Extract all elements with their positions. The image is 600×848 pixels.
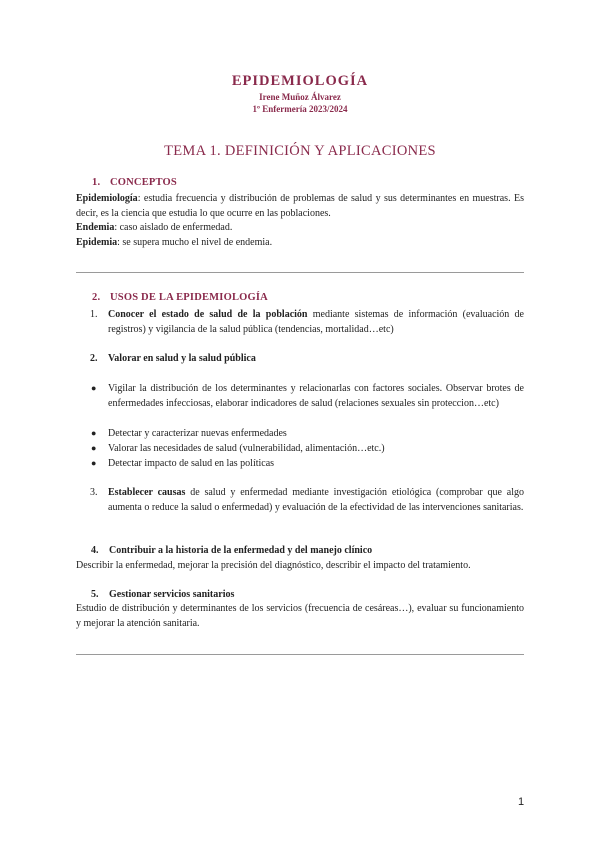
definition-term: Endemia <box>76 222 115 233</box>
definition-text: : caso aislado de enfermedad. <box>114 222 233 233</box>
item3-number: 3. <box>90 487 98 498</box>
definition-endemia <box>76 220 524 235</box>
divider <box>76 272 524 273</box>
course-info: 1º Enfermería 2023/2024 <box>252 104 348 114</box>
bullet-icon: ● <box>91 383 97 393</box>
bullet-icon: ● <box>91 428 97 438</box>
item4-heading: Contribuir a la historia de la enfermedad y del manejo clínico <box>109 545 373 556</box>
item1-number: 1. <box>90 309 98 320</box>
bullet-item: Detectar y caracterizar nuevas enfermedades <box>108 428 287 439</box>
definition-text: : estudia frecuencia y distribución de problemas de salud y sus determinantes en muestras. Es decir, es la ciencia que estudia lo que ocurre en las poblaciones. <box>76 193 524 219</box>
section2-number: 2. <box>92 292 101 303</box>
document-title: EPIDEMIOLOGÍA <box>231 73 369 89</box>
item5-heading: Gestionar servicios sanitarios <box>109 589 235 600</box>
divider <box>76 654 524 655</box>
bullet-icon: ● <box>91 458 97 468</box>
definition-text: : se supera mucho el nivel de endemia. <box>117 237 273 248</box>
item2-number: 2. <box>90 353 98 364</box>
page-number: 1 <box>518 796 525 808</box>
item1-bold: Conocer el estado de salud de la población <box>108 309 308 320</box>
author-name: Irene Muñoz Álvarez <box>259 92 341 102</box>
definition-epidemiologia <box>76 191 524 221</box>
bullet-item: Detectar impacto de salud en las políticas <box>108 458 275 469</box>
item1-text <box>108 307 524 337</box>
section1-number: 1. <box>92 177 101 188</box>
definition-term: Epidemia <box>76 237 118 248</box>
section2-heading: USOS DE LA EPIDEMIOLOGÍA <box>110 292 268 303</box>
topic-heading: TEMA 1. DEFINICIÓN Y APLICACIONES <box>164 143 436 159</box>
item4-number: 4. <box>91 545 99 556</box>
bullet-item: Vigilar la distribución de los determinantes y relacionarlas con factores sociales. Observar brotes de enfermedades infecciosas, elaborar indicadores de salud (relaciones sexuales sin proteccion…etc) <box>108 383 524 409</box>
item5-text: Estudio de distribución y determinantes de los servicios (frecuencia de cesáreas…), evaluar su funcionamiento y mejorar la atención sanitaria. <box>76 603 524 629</box>
item1-body: mediante sistemas de información (evaluación de registros) y vigilancia de la salud pública (tendencias, mortalidad…etc) <box>108 309 524 335</box>
section1-heading: CONCEPTOS <box>110 177 177 188</box>
definition-epidemia <box>76 235 524 250</box>
item4-text: Describir la enfermedad, mejorar la precisión del diagnóstico, describir el impacto del tratamiento. <box>76 560 471 571</box>
item2-heading: Valorar en salud y la salud pública <box>108 353 256 364</box>
bullet-icon: ● <box>91 443 97 453</box>
item3-bold: Establecer causas <box>108 487 186 498</box>
definition-term: Epidemiología <box>76 193 138 204</box>
item3-body: de salud y enfermedad mediante investigación etiológica (comprobar que algo aumenta o reduce la salud o enfermedad) y evaluación de la efectividad de las intervenciones sanitarias. <box>108 487 524 513</box>
item3-text <box>108 485 524 515</box>
bullet-item: Valorar las necesidades de salud (vulnerabilidad, alimentación…etc.) <box>108 443 385 454</box>
item5-number: 5. <box>91 589 99 600</box>
